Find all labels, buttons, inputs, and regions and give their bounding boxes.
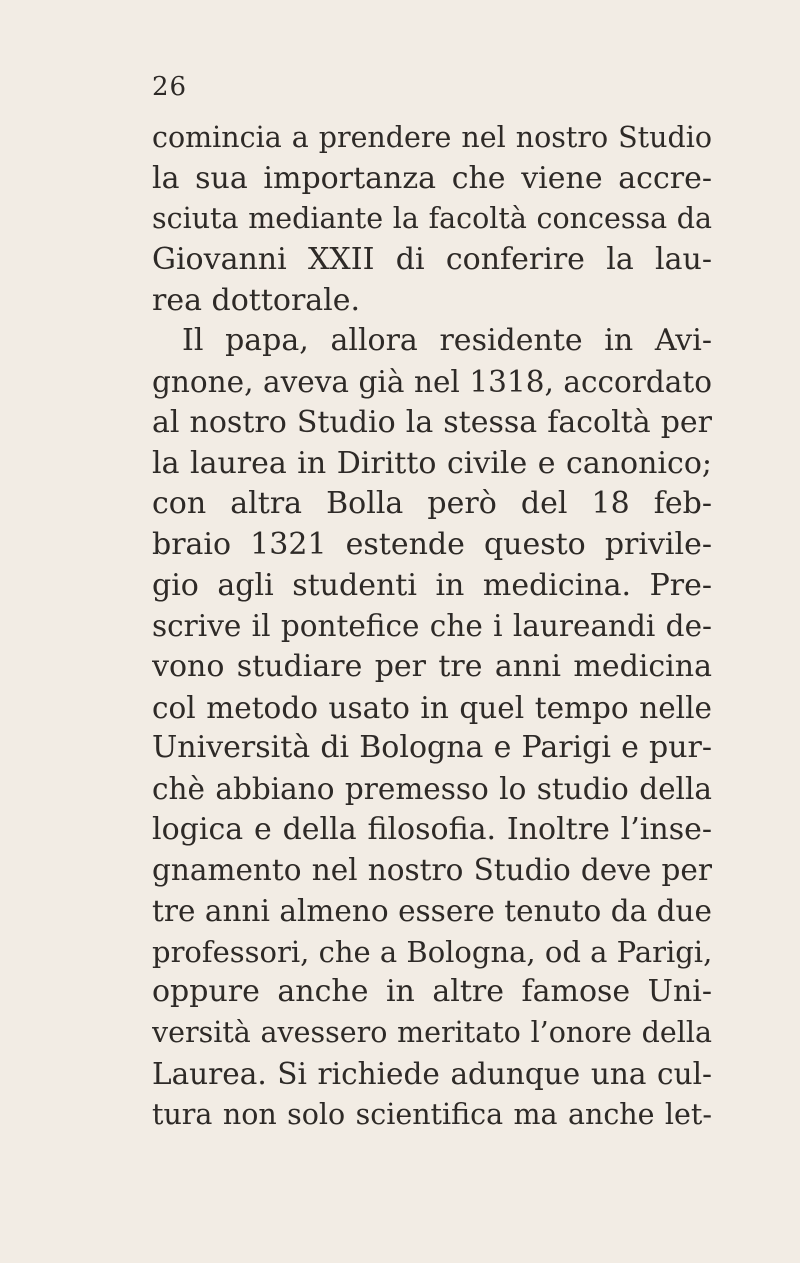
text-line: scrive il pontefice che i laureandi de- — [152, 609, 712, 644]
text-line: professori, che a Bologna, od a Parigi, — [152, 934, 712, 969]
text-line: la sua importanza che viene accre- — [152, 160, 712, 196]
text-line: logica e della filosofia. Inoltre l’inse- — [152, 811, 712, 847]
text-line: chè abbiano premesso lo studio della — [152, 772, 712, 806]
text-line: col metodo usato in quel tempo nelle — [152, 690, 712, 725]
text-line: rea dottorale. — [152, 282, 361, 318]
text-line: comincia a prendere nel nostro Studio — [152, 121, 712, 154]
body-text — [152, 118, 712, 1135]
text-line: Università di Bologna e Parigi e pur- — [152, 730, 712, 766]
text-line: al nostro Studio la stessa facoltà per — [152, 404, 712, 440]
text-line: gnamento nel nostro Studio deve per — [152, 853, 712, 888]
text-line: gnone, aveva già nel 1318, accordato — [152, 365, 712, 400]
text-line: Il papa, allora residente in Avi- — [182, 323, 712, 359]
text-line: versità avessero meritato l’onore della — [152, 1016, 712, 1050]
text-line: sciuta mediante la facoltà concessa da — [152, 202, 712, 236]
text-line: Giovanni XXII di conferire la lau- — [152, 242, 712, 278]
text-line: oppure anche in altre famose Uni- — [152, 974, 712, 1010]
text-line: vono studiare per tre anni medicina — [152, 648, 712, 684]
text-line: braio 1321 estende questo privile- — [152, 526, 712, 562]
text-line: gio agli studenti in medicina. Pre- — [152, 567, 712, 603]
text-line: tura non solo scientifica ma anche let- — [152, 1097, 712, 1131]
text-line: con altra Bolla però del 18 feb- — [152, 486, 712, 522]
text-line: la laurea in Diritto civile e canonico; — [152, 445, 712, 481]
text-line: tre anni almeno essere tenuto da due — [152, 894, 712, 929]
text-line: Laurea. Si richiede adunque una cul- — [152, 1056, 712, 1091]
page-number: 26 — [152, 72, 188, 102]
